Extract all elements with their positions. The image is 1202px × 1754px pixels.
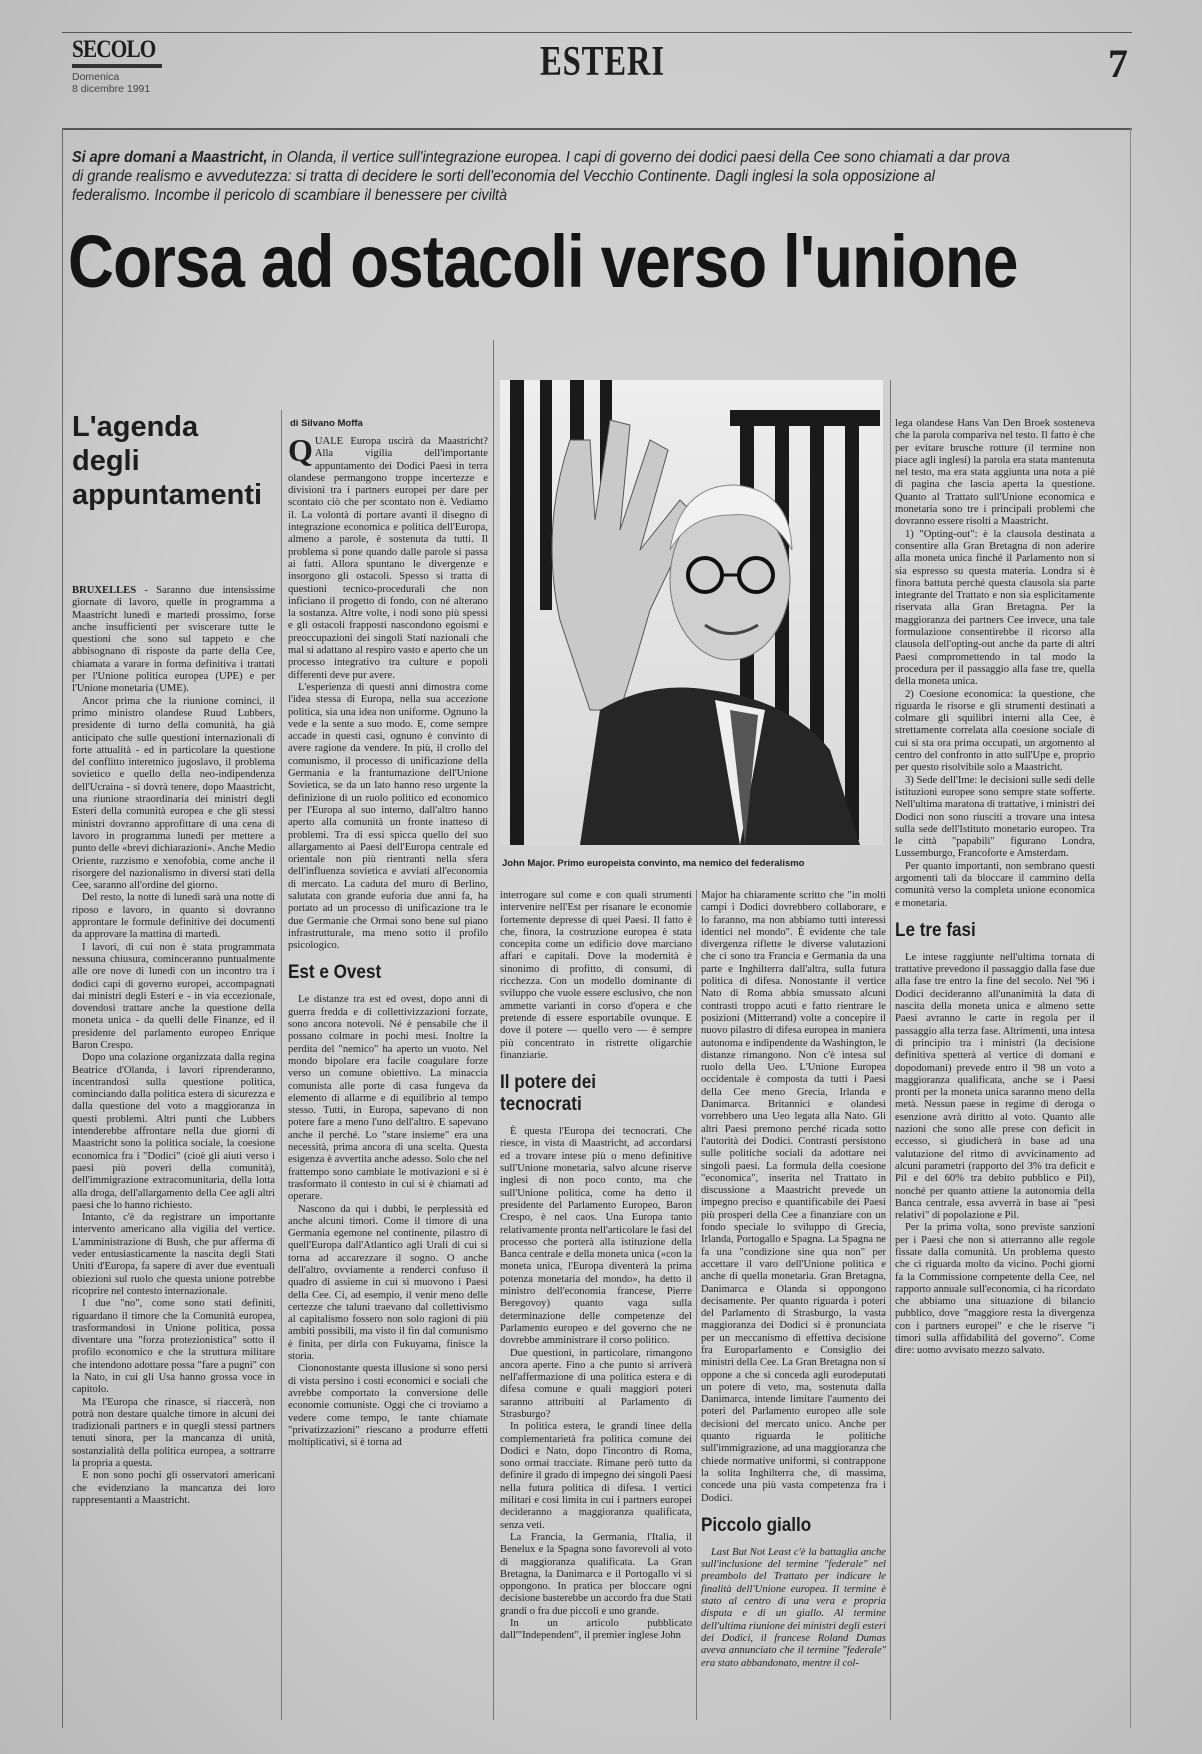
subheading: Il potere dei tecnocrati [500,1072,596,1116]
article-headline: Corsa ad ostacoli verso l'unione [68,220,1018,303]
paragraph [72,585,275,696]
drop-cap: Q [288,436,313,468]
issue-date-text: 8 dicembre 1991 [72,83,151,95]
deck-lead: Si apre domani a Maastricht, [72,149,268,166]
column-rule [890,380,891,1720]
article-column-3 [701,890,886,1726]
photo-caption: John Major. Primo europeista convinto, ma nemico del federalismo [502,858,805,869]
page-frame-right [1130,128,1131,1728]
paragraph: Ma l'Europa che rinasce, si riaccerà, non potrà non destare qualche timore in alcuni dei tradizionali partners e in quegli stessi partners tenuti sinora, per la mancanza di unità, sostanzialità della politica europea, a sottrarre la propria a questa. [72,1396,275,1470]
article-column-1 [288,436,488,1726]
deck-text: in Olanda, il vertice sull'integrazione europea. I capi di governo dei dodici paesi della Cee sono chiamati a dar prova di grande realismo e avvedutezza: si tratta di decidere le sorti dell'economia del Vecchio Continente. Dagli inglesi la sola opposizione al federalismo. Incombe il pericolo di scambiare il benessere per civiltà [72,149,1010,204]
issue-date [72,71,150,95]
paragraph: Intanto, c'è da registrare un importante intervento americano alla vigilia del vertice. L'amministrazione di Bush, che pur afferma di veder entusiasticamente la nascita degli Stati Uniti d'Europa, fa sapere di aver due eventuali obiezioni sul ruolo che questa unione potrebbe ricoprire nel contesto internazionale. [72,1212,275,1297]
paragraph: 3) Sede dell'Ime: le decisioni sulle sedi delle istituzioni europee sono sempre state sofferte. Nell'ultima maratona di trattative, i ministri dei Dodici non sono riusciti a trovare una intesa sulla sede dell'Istituto monetario europeo. Tra le città "papabili" figurano Londra, Lussemburgo, Francoforte e Amsterdam. [895,774,1095,860]
paragraph: Ancor prima che la riunione cominci, il primo ministro olandese Ruud Lubbers, presidente di turno della comunità, ha già anticipato che sulle questioni internazionali di forte attualità - ed in particolare la questione del conflitto interetnico jugoslavo, il problema sovietico e quello della neo-indipendenza dell'Ucraina - si dovrà tenere, dopo Maastricht, una riunione straordinaria dei ministri degli Esteri della comunità europea e che gli stessi ministri dovranno approfittare di una cena di lavoro in programma lunedì per mettere a punto delle «brevi dichiarazioni». Anche Medio Oriente, razzismo e xenofobia, come anche il risorgere del nazionalismo in diversi stati della Cee, saranno all'ordine del giorno. [72,695,275,892]
sidebar-title: L'agenda degli appuntamenti [72,411,263,511]
paragraph [288,436,488,682]
paragraph: È questa l'Europa dei tecnocrati. Che riesce, in vista di Maastricht, ad accordarsi ed a trovare intese più o meno definitive sull'Unione monetaria, salvo alcune riserve inglesi di non poco conto, ma che sull'Unione politica, come ha detto il presidente del Parlamento Europeo, Baron Crespo, è nel caos. Una Europa tanto relativamente pronta nell'articolare le fasi del processo che porterà alla istituzione della Banca centrale e della moneta unica («con la moneta unica, l'Europa diventerà la prima potenza monetaria del mondo», ha detto il ministro dell'economia francese, Pierre Beregovoy) quanto vaga sulla determinazione delle competenze del Parlamento europeo e del governo che ne dovrebbe amministrare il corso politico. [500,1126,692,1347]
logo-underline [72,64,162,68]
page-number: 7 [1108,41,1128,86]
paragraph: In politica estera, le grandi linee della complementarietà fra politica comune dei Dodici e Nato, dopo l'incontro di Roma, sono ormai tracciate. Rimane però tutto da definire il grado di impegno dei singoli Paesi nella futura politica di difesa. I vertici militari e così limita in cui i partners europei decideranno a maggioranza qualificata, senza veti. [500,1421,692,1531]
paragraph: 2) Coesione economica: la questione, che riguarda le risorse e gli strumenti destinati a colmare gli squilibri interni alla Cee, è strettamente correlata alla coesione sociale di cui si sta ora prima occupati, un argomento al centro del confronto in atto sull'Upe e, proprio per questo risolvibile solo a Maastricht. [895,688,1095,774]
paragraph: I lavori, di cui non è stata programmata nessuna chiusura, cominceranno puntualmente alle ore nove di lunedì con un incontro tra i dodici capi di governo europei, accompagnati dai ministri degli Esteri e - in via eccezionale, dovendosi trattare anche la questione della moneta unica - da quelli delle Finanze, ed il presidente del parlamento europeo Enrique Baron Crespo. [72,941,275,1051]
paragraph: 1) "Opting-out": è la clausola destinata a consentire alla Gran Bretagna di non aderire alla moneta unica finché il Parlamento non si sia espresso su questa materia. Londra si è finora battuta perché questa clausola sia parte integrante del Trattato e non sia esplicitamente riservata alla Gran Bretagna. Per la maggioranza dei partners Cee invece, una tale formulazione consentirebbe il ricorso alla clausola dell'opting-out anche da parte di altri Paesi compromettendo in tal modo la procedura per il passaggio alla fase tre, quella della moneta unica. [895,528,1095,688]
column-rule [281,410,282,1720]
paragraph: Per la prima volta, sono previste sanzioni per i Paesi che non si atterranno alle regole fissate dalla comunità. Un problema questo che ci riguarda molto da vicino. Pochi giorni fa la Commissione competente della Cee, nel rapporto annuale sull'economia, ci ha ricordato che abbiamo una situazione di bilancio pubblico, dove "maggiore resta la divergenza con i partners europei" e che le riserve "i timori sulla affidabilità del governo". Come dire: uomo avvisato mezzo salvato. [895,1222,1095,1357]
paragraph-text: - Saranno due intensissime giornate di lavoro, quelle in programma a Maastricht lunedì e martedì prossimo, forse anche insufficienti per sviscerare tutte le questioni che sono sul tappeto e che abbisognano di risposte da parte della Cee, chiamata a varare in forma definitiva i trattati per l'Unione politica europea (UPE) e per l'Unione monetaria (UME). [72,585,275,695]
paragraph: Le intese raggiunte nell'ultima tornata di trattative prevedono il passaggio dalla fase due alla fase tre entro la fine del secolo. Nel '96 i Dodici decideranno all'unanimità la data di nascita della moneta unica e almeno sette Paesi avranno le carte in regola per il passaggio alla terza fase. Altrimenti, una intesa di principio tra i ministri (la decisione definitiva spetterà al vertice di domani e dopodomani) prevede entro il '98 un voto a maggioranza qualificata, anche se i Paesi pronti per la moneta unica saranno meno della metà. Nessun paese in regime di deroga o esenzione avrà diritto al voto. Quanto alle nazioni che sono alle prese con deficit in eccesso, si giudicherà in base ad una valutazione del ritmo di avvicinamento ad alcuni parametri (rapporto del 3% tra deficit e Pil e del 60% tra debito pubblico e Pil), nonché per quanto attiene la autonomia della Banca centrale, essa avverrà in base ai "pesi relativi" di popolazione e Pil. [895,951,1095,1222]
sidebar-body [72,585,275,1725]
paragraph: Le distanze tra est ed ovest, dopo anni di guerra fredda e di collettivizzazioni forzate, sono ancora notevoli. Né è pensabile che il possano colmare in pochi mesi. Inoltre la perdita del "nemico" ha aperto un vuoto. Nel mondo bipolare era facile coagulare forze verso un comune obiettivo. La minaccia comunista alle porte di casa fungeva da elemento di allarme e di equilibrio al tempo stesso. Tutti, in Europa, sapevano di non potere fare a meno l'uno dell'altro. E sapevano anche il perché. Lo "stare insieme" era una necessità, prima ancora di una scelta. Questa esigenza è avvertita anche adesso. Solo che nel frattempo sono cambiate le motivazioni e si è trasformato il contesto in cui si è chiamati ad operare. [288,994,488,1203]
header-bottom-rule [62,128,1132,130]
portrait-image [500,380,883,845]
paragraph: Per quanto importanti, non sembrano questi argomenti tali da bloccare il cammino della comunità verso la completa unione economica e monetaria. [895,860,1095,909]
column-rule [696,890,697,1720]
newspaper-logo: SECOLO [72,36,156,63]
paragraph: E non sono pochi gli osservatori americani che evidenziano la mancanza dei loro rappresentanti a Maastricht. [72,1470,275,1506]
header-top-rule [62,32,1132,33]
paragraph: In un articolo pubblicato dall'"Independent", il premier inglese John [500,1618,692,1642]
article-deck [72,148,1011,205]
paragraph: L'esperienza di questi anni dimostra come l'idea stessa di Europa, nella sua accezione politica, sia una idea non uniforme. Ognuno la vede e la sente a suo modo. E, come sempre accade in questi casi, ognuno è convinto di avere ragione da vendere. In più, il crollo del comunismo, il processo di unificazione della Germania e la frantumazione dell'Unione Sovietica, se da un lato hanno reso urgente la definizione di un ruolo politico ed economico per l'Europa al suo interno, dall'altro hanno aperto alla comunità un fronte inatteso di problemi. Tra di essi spicca quello del suo allargamento ai Paesi dell'Europa centrale ed orientale non più rientranti nella sfera dell'influenza sovietica e avviati all'economia di mercato. La caduta del muro di Berlino, salutata con grande euforia due anni fa, ha portato ad un processo di unificazione tra le due Germanie che Ormai sono bene sul piano infrastrutturale, ma meno sotto il profilo psicologico. [288,681,488,952]
paragraph: Nascono da qui i dubbi, le perplessità ed anche alcuni timori. Come il timore di una Germania egemone nel continente, pilastro di quell'Europa dall'Atlantico agli Urali di cui si torna ad accarezzare il sogno. O anche dell'altro, ovviamente a renderci confuso il quadro di assieme in cui si muovono i Paesi della Cee. Ci, ad esempio, il venir meno delle certezze che taluni traevano dal collettivismo al capitalismo fossero non solo ragioni di più ambiti possibili, ma visto il fin dal comunismo è finita, per dirla con Fukuyama, finisce la storia. [288,1203,488,1363]
subheading: Le tre fasi [895,919,976,941]
paragraph: Major ha chiaramente scritto che "in molti campi i Dodici dovrebbero collaborare, e lo faranno, ma non abbiamo tutti interessi identici nel mondo". È evidente che tale divergenza riflette le diverse valutazioni che ci sono tra Francia e Germania da una parte e Inghilterra dall'altra, sulla futura politica di difesa. Nonostante il vertice Nato di Roma abbia smussato alcuni contrasti troppo acuti e fatto rientrare le posizioni (Mitterrand) volte a concepire il nuovo pilastro di difesa europea in maniera autonoma e indipendente da Washington, le distanze rimangono. Non c'è intesa sul ruolo della Ueo. L'Unione Europea occidentale è composta da tutti i Paesi della Cee meno Grecia, Irlanda e Danimarca. Britannici e olandesi vorrebbero una Ueo legata alla Nato. Gli altri Paesi premono perché ricada sotto l'autorità dei Dodici. Contrasti persistono sulle politiche sociali da adottare nei singoli paesi. La formula della coesione "economica", inserita nel Trattato in discussione a Maastricht prevede un impegno preciso e quantificabile dei Paesi più prosperi della Cee a finanziare con un fondo speciale lo sviluppo di Grecia, Irlanda, Portogallo e Spagna. La Spagna ne fa una "condizione sine qua non" per accettare il varo dell'Unione politica e anche di quella monetaria. Gran Bretagna, Danimarca e Olanda si oppongono decisamente. Per quanto riguarda i poteri del Parlamento di Strasburgo, la vasta maggioranza dei Dodici si è pronunciata per un meccanismo di effettiva decisione fra Europarlamento e Consiglio dei ministri della Cee. La Gran Bretagna non si oppone a che si conceda agli eurodeputati un potere di veto, ma, sostenuta dalla Danimarca, intende limitare l'aumento dei poteri del Parlamento europeo alle sole decisioni del mercato unico. Anche per quanto riguarda le politiche sull'immigrazione, ad una maggioranza che chiede normative uniformi, si contrappone la solita Inghilterra che, di massima, concede una più vasta competenza fra i Dodici. [701,890,886,1504]
paragraph: Del resto, la notte di lunedì sarà una notte di riposo e lavoro, in quanto si dovranno approntare le formule definitive dei documenti da approvare la mattina di martedì. [72,892,275,941]
article-column-4 [895,418,1095,1726]
subheading: Piccolo giallo [701,1514,812,1536]
dateline: BRUXELLES [72,585,137,596]
photo-john-major [500,380,883,845]
article-column-2 [500,890,692,1726]
paragraph: lega olandese Hans Van Den Broek sosteneva che la parola compariva nel testo. Il fatto è che per evitare brusche rotture (il termine non piace agli inglesi) la parola era stata mantenuta nel testo, ma era stata aggiunta una nota a piè di pagina che lascia aperta la questione. Quanto al Trattato sull'Unione economica e monetaria sono tre i principali problemi che dovranno essere risolti a Maastricht. [895,418,1095,528]
paragraph: interrogare sul come e con quali strumenti intervenire nell'Est per risanare le economie fortemente depresse di quei Paesi. Il fatto è che, finora, la costruzione europea è stata concepita come un edificio dove marciano affari e capitali. Dove la modernità è sinonimo di profitto, di consumi, di ricchezza. Con un modello dominante di sviluppo che vuole essere esclusivo, che non ammette varianti in corso d'opera e che pretende di essere esportabile ovunque. E dove il potere — quello vero — è sempre più concentrato in ristrette oligarchie finanziarie. [500,890,692,1061]
subheading: Est e Ovest [288,962,382,984]
section-title: ESTERI [540,39,665,85]
paragraph: I due "no", come sono stati definiti, riguardano il timore che la Comunità europea, trasformandosi in Unione politica, possa diventare una "forza protezionistica" sotto il profilo economico e che la struttura militare che intendono adottare possa "fare a pugni" con la Nato, in cui gli Usa hanno grossa voce in capitolo. [72,1298,275,1396]
paragraph: Last But Not Least c'è la battaglia anche sull'inclusione del termine "federale" nel preambolo del Trattato per indicare le finalità dell'Unione europea. Il termine è stato al centro di una vera e propria disputa e di un giallo. Al termine dell'ultima riunione dei ministri degli esteri dei Dodici, il francese Roland Dumas aveva annunciato che il termine "federale" era stato abbandonato, mentre il col- [701,1546,886,1669]
column-rule [493,340,494,1720]
byline: di Silvano Moffa [290,418,363,429]
paragraph: Dopo una colazione organizzata dalla regina Beatrice d'Olanda, i lavori riprenderanno, incentrandosi sulla questione politica, cominciando dalla politica estera di sicurezza e dalla questione del voto a maggioranza in questi problemi. Altri punti che Lubbers intenderebbe affrontare nella due giorni di Maastricht sono la politica sociale, la coesione economica fra i "Dodici" (cioè gli aiuti verso i paesi più poveri della comunità), dell'immigrazione extracomunitaria, della lotta alla droga, dell'allargamento della Cee agli altri paesi che lo hanno richiesto. [72,1052,275,1211]
paragraph: La Francia, la Germania, l'Italia, il Benelux e la Spagna sono favorevoli al voto di maggioranza qualificata. La Gran Bretagna, la Danimarca e il Portogallo vi si oppongono. In pratica per bloccare ogni decisione basterebbe un accordo fra due Stati grandi o fra due piccoli e uno grande. [500,1531,692,1617]
paragraph: Ciononostante questa illusione si sono persi di vista persino i costi economici e sociali che avrebbe comportato la conversione delle economie comuniste. Oggi che ci troviamo a vedere come tempo, le tante chiamate "privatizzazioni" riescano a produrre effetti moltiplicativi, si è torna ad [288,1363,488,1449]
issue-day: Domenica [72,71,120,83]
paragraph-text: UALE Europa uscirà da Maastricht? Alla vigilia dell'importante appuntamento dei Dodici Paesi in terra olandese permangono troppe incertezze e divisioni tra i partners europei per dare per scontato ciò che per scontato non è. Vediamo il. La volontà di portare avanti il disegno di integrazione economica e politica dell'Europa, almeno a parole, è sostenuta da tutti. Il problema si pone quando dalle parole si passa ai fatti. Allora spuntano le divergenze e insorgono gli ostacoli. Spesso si tratta di questioni tecnico-procedurali che non inficiano il progetto di fondo, con né alterano la sostanza. Altre volte, i nodi sono più spessi e gli ostacoli frapposti nascondono egoismi e preoccupazioni dei singoli Stati nazionali che mal si adattano al respiro vasto e aperto che un processo integrativo tra culture e popoli differenti deve pur avere. [288,436,488,681]
page-frame-left [62,128,63,1728]
paragraph: Due questioni, in particolare, rimangono ancora aperte. Fino a che punto si arriverà nell'affermazione di una politica estera e di difesa comune e quali maggiori poteri saranno attribuiti al Parlamento di Strasburgo? [500,1347,692,1420]
